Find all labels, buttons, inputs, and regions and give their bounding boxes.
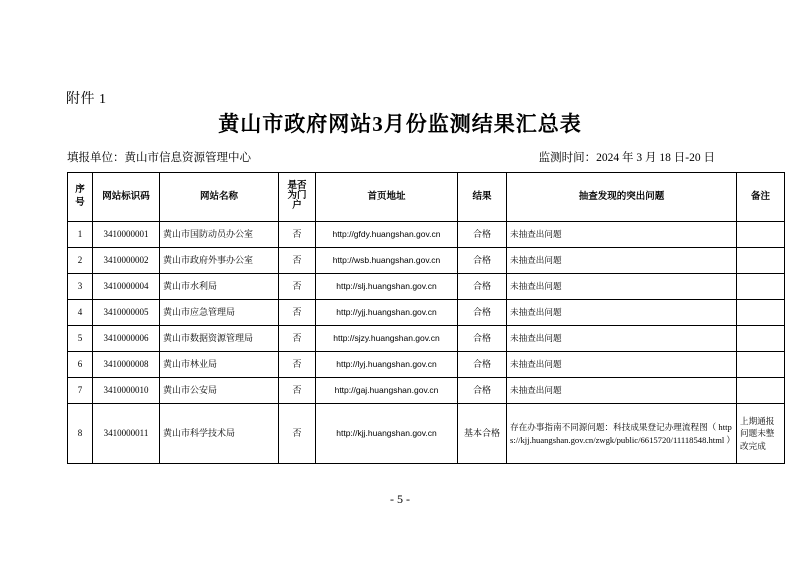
table-row bbox=[68, 222, 785, 248]
cell-seq: 5 bbox=[68, 326, 93, 352]
issue-text: 未抽查出问题 bbox=[510, 281, 562, 292]
cell-name: 黄山市政府外事办公室 bbox=[160, 248, 279, 274]
cell-issue bbox=[507, 248, 737, 274]
cell-portal: 否 bbox=[279, 378, 316, 404]
cell-issue bbox=[507, 300, 737, 326]
cell-issue bbox=[507, 222, 737, 248]
issue-text: 未抽查出问题 bbox=[510, 359, 562, 370]
cell-portal: 否 bbox=[279, 222, 316, 248]
issue-text: 未抽查出问题 bbox=[510, 229, 562, 240]
page-title: 黄山市政府网站3月份监测结果汇总表 bbox=[218, 112, 582, 136]
cell-url: http://slj.huangshan.gov.cn bbox=[316, 274, 458, 300]
cell-url: http://gaj.huangshan.gov.cn bbox=[316, 378, 458, 404]
cell-result: 合格 bbox=[458, 378, 507, 404]
column-header-name: 网站名称 bbox=[160, 173, 279, 222]
cell-code: 3410000005 bbox=[93, 300, 160, 326]
column-header-portal-line1: 是否 bbox=[287, 181, 307, 192]
cell-name: 黄山市国防动员办公室 bbox=[160, 222, 279, 248]
cell-code: 3410000010 bbox=[93, 378, 160, 404]
cell-portal: 否 bbox=[279, 326, 316, 352]
cell-url: http://lyj.huangshan.gov.cn bbox=[316, 352, 458, 378]
column-header-portal-line2: 为门 bbox=[287, 191, 307, 202]
cell-note bbox=[737, 378, 785, 404]
cell-note bbox=[737, 352, 785, 378]
page-number: - 5 - bbox=[390, 492, 410, 506]
cell-result: 合格 bbox=[458, 222, 507, 248]
table-row bbox=[68, 404, 785, 464]
cell-result: 合格 bbox=[458, 352, 507, 378]
cell-seq: 8 bbox=[68, 404, 93, 464]
table-row bbox=[68, 326, 785, 352]
cell-seq: 6 bbox=[68, 352, 93, 378]
cell-note bbox=[737, 404, 785, 464]
cell-name: 黄山市林业局 bbox=[160, 352, 279, 378]
reporting-unit: 填报单位：黄山市信息资源管理中心 bbox=[67, 152, 251, 164]
issue-text: 未抽查出问题 bbox=[510, 333, 562, 344]
column-header-result: 结果 bbox=[458, 173, 507, 222]
cell-seq: 3 bbox=[68, 274, 93, 300]
cell-seq: 2 bbox=[68, 248, 93, 274]
cell-code: 3410000001 bbox=[93, 222, 160, 248]
cell-portal: 否 bbox=[279, 352, 316, 378]
cell-code: 3410000008 bbox=[93, 352, 160, 378]
cell-code: 3410000006 bbox=[93, 326, 160, 352]
cell-url: http://kjj.huangshan.gov.cn bbox=[316, 404, 458, 464]
cell-portal: 否 bbox=[279, 404, 316, 464]
table-row bbox=[68, 274, 785, 300]
column-header-seq: 序号 bbox=[68, 173, 93, 222]
column-header-portal bbox=[279, 173, 316, 222]
attachment-label: 附件 1 bbox=[66, 92, 107, 107]
issue-text: 存在办事指南不同源问题：科技成果登记办理流程图（ https://kjj.huangshan.gov.cn/zwgk/public/6615720/11118548.html ） bbox=[510, 421, 736, 445]
cell-name: 黄山市水利局 bbox=[160, 274, 279, 300]
cell-code: 3410000011 bbox=[93, 404, 160, 464]
column-header-code: 网站标识码 bbox=[93, 173, 160, 222]
table-row bbox=[68, 352, 785, 378]
cell-note bbox=[737, 274, 785, 300]
cell-issue bbox=[507, 404, 737, 464]
cell-seq: 4 bbox=[68, 300, 93, 326]
cell-url: http://wsb.huangshan.gov.cn bbox=[316, 248, 458, 274]
table-row bbox=[68, 248, 785, 274]
column-header-portal-line3: 户 bbox=[292, 200, 302, 211]
column-header-note: 备注 bbox=[737, 173, 785, 222]
cell-name: 黄山市数据资源管理局 bbox=[160, 326, 279, 352]
cell-result: 基本合格 bbox=[458, 404, 507, 464]
cell-seq: 7 bbox=[68, 378, 93, 404]
cell-note bbox=[737, 222, 785, 248]
cell-issue bbox=[507, 352, 737, 378]
cell-url: http://gfdy.huangshan.gov.cn bbox=[316, 222, 458, 248]
note-text: 上期通报问题未整改完成 bbox=[740, 415, 775, 451]
cell-code: 3410000002 bbox=[93, 248, 160, 274]
table-header bbox=[68, 173, 785, 222]
cell-result: 合格 bbox=[458, 248, 507, 274]
cell-issue bbox=[507, 378, 737, 404]
cell-portal: 否 bbox=[279, 248, 316, 274]
cell-name: 黄山市科学技术局 bbox=[160, 404, 279, 464]
cell-issue bbox=[507, 326, 737, 352]
cell-note bbox=[737, 300, 785, 326]
cell-result: 合格 bbox=[458, 274, 507, 300]
issue-text: 未抽查出问题 bbox=[510, 255, 562, 266]
column-header-url: 首页地址 bbox=[316, 173, 458, 222]
table-header-row bbox=[68, 173, 785, 222]
document-meta bbox=[67, 149, 727, 165]
cell-code: 3410000004 bbox=[93, 274, 160, 300]
cell-portal: 否 bbox=[279, 274, 316, 300]
issue-text: 未抽查出问题 bbox=[510, 385, 562, 396]
cell-url: http://yjj.huangshan.gov.cn bbox=[316, 300, 458, 326]
cell-note bbox=[737, 326, 785, 352]
table-body bbox=[68, 222, 785, 464]
issue-text: 未抽查出问题 bbox=[510, 307, 562, 318]
table-row bbox=[68, 378, 785, 404]
cell-name: 黄山市应急管理局 bbox=[160, 300, 279, 326]
table-row bbox=[68, 300, 785, 326]
cell-note bbox=[737, 248, 785, 274]
monitoring-results-table bbox=[67, 172, 785, 464]
cell-seq: 1 bbox=[68, 222, 93, 248]
monitoring-period: 监测时间：2024 年 3 月 18 日-20 日 bbox=[538, 152, 715, 164]
cell-portal: 否 bbox=[279, 300, 316, 326]
cell-result: 合格 bbox=[458, 300, 507, 326]
column-header-issue: 抽查发现的突出问题 bbox=[507, 173, 737, 222]
cell-result: 合格 bbox=[458, 326, 507, 352]
cell-url: http://sjzy.huangshan.gov.cn bbox=[316, 326, 458, 352]
cell-name: 黄山市公安局 bbox=[160, 378, 279, 404]
cell-issue bbox=[507, 274, 737, 300]
